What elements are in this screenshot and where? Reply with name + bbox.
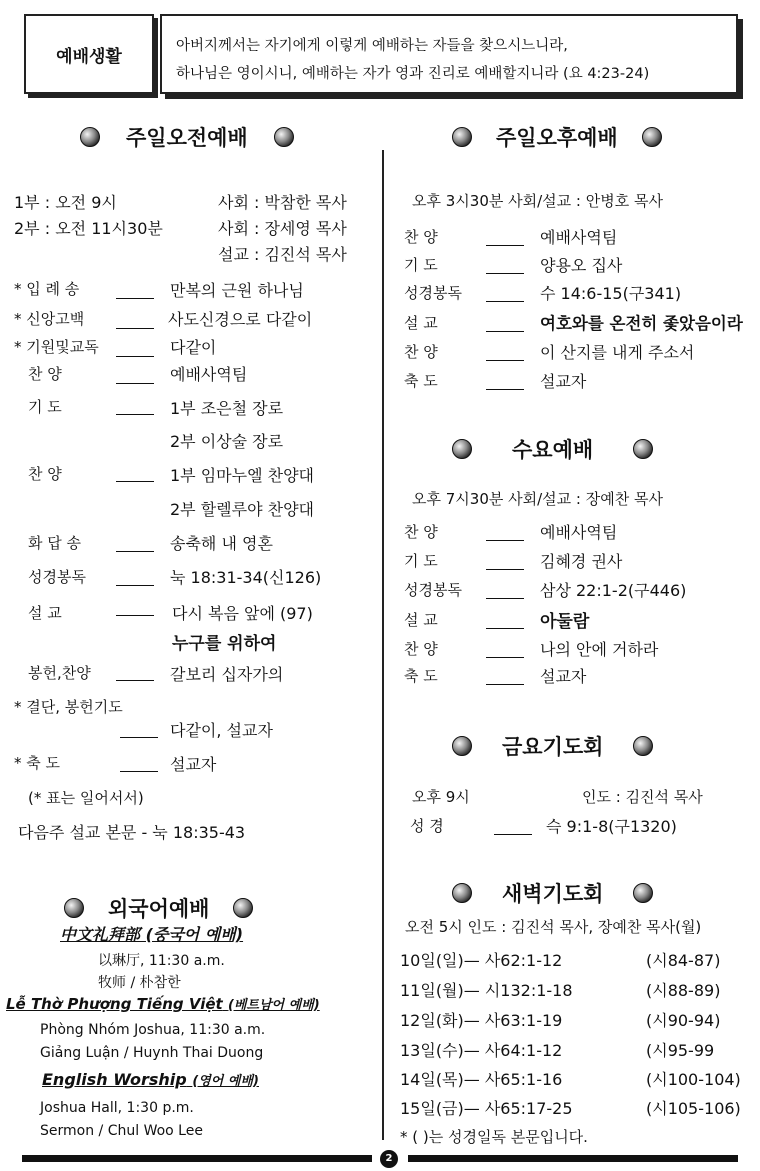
wed-sermon-title: 아둘람 (540, 612, 590, 632)
am-benediction-label: * 축 도 (14, 754, 61, 772)
english-worship-title: English Worship (영어 예배) (42, 1070, 259, 1089)
friday-scripture: 슥 9:1-8(구1320) (546, 817, 677, 836)
dash (486, 389, 524, 390)
am-order-label: 설 교 (28, 604, 62, 622)
am-order-value: 송축해 내 영혼 (170, 534, 273, 553)
dash (486, 628, 524, 629)
dash (116, 585, 154, 586)
english-preacher: Sermon / Chul Woo Lee (40, 1123, 203, 1139)
am-order-value: 눅 18:31-34(신126) (170, 568, 322, 587)
am-closing-value: 다같이, 설교자 (170, 721, 273, 740)
bullet-icon (64, 898, 84, 918)
dash (486, 657, 524, 658)
dash (116, 328, 154, 329)
pm-order-label: 설 교 (404, 314, 438, 332)
am-order-value: 다시 복음 앞에 (97) (172, 604, 313, 623)
section-label-text: 예배생활 (56, 46, 122, 67)
dash (116, 551, 154, 552)
dawn-day: 13일(수)— 사64:1-12 (400, 1041, 563, 1060)
am-order-label: * 신앙고백 (14, 310, 85, 328)
dash (120, 771, 158, 772)
dash (494, 834, 532, 835)
pm-order-value: 수 14:6-15(구341) (540, 284, 682, 303)
pm-order-label: 축 도 (404, 372, 438, 390)
dawn-title: 새벽기도회 (452, 878, 653, 908)
am-closing-label: * 결단, 봉헌기도 (14, 698, 123, 716)
wed-time-line: 오후 7시30분 사회/설교 : 장예찬 목사 (412, 490, 663, 508)
dawn-psalm: (시88-89) (646, 981, 721, 1000)
bullet-icon (633, 883, 653, 903)
dash (116, 356, 154, 357)
am-order-value: 1부 임마누엘 찬양대 (170, 466, 314, 485)
viet-preacher: Giảng Luận / Huynh Thai Duong (40, 1045, 264, 1061)
bullet-icon (80, 127, 100, 147)
dawn-psalm: (시95-99 (646, 1041, 715, 1060)
pm-order-value: 설교자 (540, 372, 587, 391)
pm-order-label: 찬 양 (404, 343, 438, 361)
dash (116, 298, 154, 299)
footer-bar-left (22, 1155, 372, 1162)
dash (120, 737, 158, 738)
bullet-icon (233, 898, 253, 918)
dash (486, 331, 524, 332)
wed-order-label: 설 교 (404, 611, 438, 629)
dash (486, 273, 524, 274)
dash (116, 615, 154, 616)
pm-order-label: 성경봉독 (404, 284, 462, 302)
am-order-value: 사도신경으로 다같이 (168, 310, 313, 329)
am-row-1-left: 1부 : 오전 9시 (14, 193, 117, 212)
friday-title: 금요기도회 (452, 731, 653, 761)
page-number: 2 (380, 1150, 398, 1168)
chinese-worship-title: 中文礼拜部 (중국어 예배) (60, 925, 244, 944)
bullet-icon (642, 127, 662, 147)
bullet-icon (452, 439, 472, 459)
wed-order-label: 찬 양 (404, 523, 438, 541)
friday-scripture-label: 성 경 (410, 817, 444, 835)
wed-order-value: 김혜경 권사 (540, 552, 623, 571)
wed-order-label: 찬 양 (404, 640, 438, 658)
pm-order-value: 양용오 집사 (540, 256, 623, 275)
am-order-label: * 기원및교독 (14, 338, 99, 356)
dawn-day: 11일(월)— 시132:1-18 (400, 981, 573, 1000)
dawn-psalm: (시100-104) (646, 1070, 741, 1089)
dawn-note: * ( )는 성경일독 본문입니다. (400, 1128, 588, 1146)
dash (486, 301, 524, 302)
am-order-value: 갈보리 십자가의 (170, 665, 284, 684)
wednesday-title: 수요예배 (452, 434, 653, 464)
pm-order-value: 이 산지를 내게 주소서 (540, 343, 695, 362)
bullet-icon (633, 439, 653, 459)
wed-order-value: 나의 안에 거하라 (540, 640, 659, 659)
bullet-icon (633, 736, 653, 756)
chinese-place: 以琳厅, 11:30 a.m. (98, 953, 225, 969)
dawn-day: 15일(금)— 사65:17-25 (400, 1099, 573, 1118)
dawn-psalm: (시84-87) (646, 951, 721, 970)
wed-order-label: 성경봉독 (404, 581, 462, 599)
am-order-label: * 입 례 송 (14, 280, 80, 298)
am-benediction-value: 설교자 (170, 755, 217, 774)
am-order-label: 봉헌,찬양 (28, 664, 91, 682)
dash (116, 414, 154, 415)
dash (486, 245, 524, 246)
column-divider (382, 150, 384, 1140)
sunday-pm-title: 주일오후예배 (452, 122, 662, 152)
am-order-value: 만복의 근원 하나님 (170, 281, 304, 300)
am-order-value: 2부 이상술 장로 (170, 432, 284, 451)
viet-place: Phòng Nhóm Joshua, 11:30 a.m. (40, 1022, 266, 1038)
am-order-label: 찬 양 (28, 465, 62, 483)
wed-order-label: 축 도 (404, 667, 438, 685)
am-sermon-title: 누구를 위하여 (172, 634, 277, 654)
verse-box (160, 14, 738, 94)
chinese-pastor: 牧师 / 朴참한 (98, 975, 181, 991)
dawn-day: 10일(일)— 사62:1-12 (400, 951, 563, 970)
dash (116, 481, 154, 482)
am-row-2-left: 2부 : 오전 11시30분 (14, 219, 163, 238)
pm-order-label: 기 도 (404, 256, 438, 274)
next-week-sermon: 다음주 설교 본문 - 눅 18:35-43 (18, 823, 246, 842)
english-place: Joshua Hall, 1:30 p.m. (40, 1100, 194, 1116)
footer-bar-right (408, 1155, 738, 1162)
am-order-label: 화 답 송 (28, 534, 82, 552)
dawn-info: 오전 5시 인도 : 김진석 목사, 장예찬 목사(월) (405, 918, 702, 936)
foreign-title: 외국어예배 (64, 893, 253, 923)
pm-sermon-title: 여호와를 온전히 좇았음이라 (540, 314, 743, 333)
section-label (24, 14, 154, 94)
bullet-icon (452, 127, 472, 147)
wed-order-value: 예배사역팀 (540, 523, 618, 542)
dash (116, 680, 154, 681)
dash (116, 383, 154, 384)
am-row-2-right: 사회 : 장세영 목사 (218, 219, 347, 238)
dawn-day: 14일(목)— 사65:1-16 (400, 1070, 563, 1089)
dash (486, 598, 524, 599)
dash (486, 569, 524, 570)
bullet-icon (452, 736, 472, 756)
am-order-value: 예배사역팀 (170, 365, 248, 384)
pm-order-label: 찬 양 (404, 228, 438, 246)
dawn-day: 12일(화)— 사63:1-19 (400, 1011, 563, 1030)
dawn-psalm: (시105-106) (646, 1099, 741, 1118)
am-order-value: 2부 할렐루야 찬양대 (170, 500, 314, 519)
dash (486, 360, 524, 361)
friday-time: 오후 9시 (412, 788, 470, 806)
pm-order-value: 예배사역팀 (540, 228, 618, 247)
am-order-label: 찬 양 (28, 365, 62, 383)
wed-order-label: 기 도 (404, 552, 438, 570)
viet-worship-title: Lễ Thờ Phượng Tiếng Việt (베트남어 예배) (6, 995, 320, 1013)
am-order-label: 기 도 (28, 398, 62, 416)
verse-line-2: 하나님은 영이시니, 예배하는 자가 영과 진리로 예배할지니라 (요 4:23-24) (176, 66, 650, 82)
pm-time-line: 오후 3시30분 사회/설교 : 안병호 목사 (412, 192, 663, 210)
am-note: (* 표는 일어서서) (28, 789, 144, 807)
am-row-3-right: 설교 : 김진석 목사 (218, 245, 347, 264)
am-order-value: 1부 조은철 장로 (170, 399, 284, 418)
dawn-psalm: (시90-94) (646, 1011, 721, 1030)
dash (486, 540, 524, 541)
sunday-am-title: 주일오전예배 (80, 122, 294, 152)
am-order-value: 다같이 (170, 338, 217, 357)
bullet-icon (274, 127, 294, 147)
friday-leader: 인도 : 김진석 목사 (582, 788, 703, 806)
am-row-1-right: 사회 : 박참한 목사 (218, 193, 347, 212)
verse-line-1: 아버지께서는 자기에게 이렇게 예배하는 자들을 찾으시느니라, (176, 38, 568, 54)
wed-order-value: 설교자 (540, 667, 587, 686)
bullet-icon (452, 883, 472, 903)
am-order-label: 성경봉독 (28, 568, 86, 586)
dash (486, 684, 524, 685)
wed-order-value: 삼상 22:1-2(구446) (540, 581, 687, 600)
